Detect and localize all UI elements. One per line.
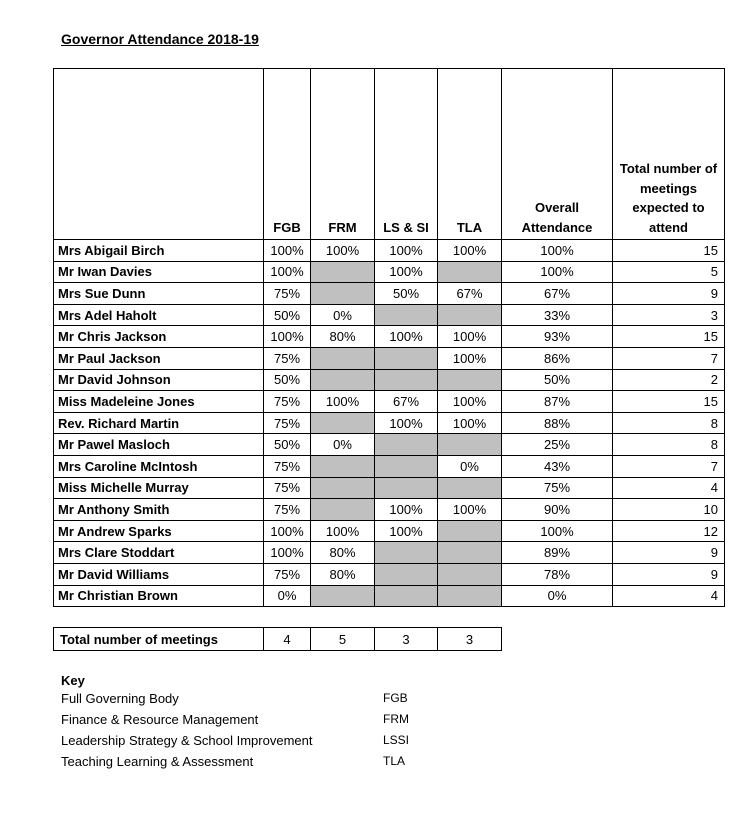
header-lssi: LS & SI	[375, 69, 438, 240]
governor-name: Mrs Sue Dunn	[54, 283, 264, 305]
tla-cell: 0%	[438, 455, 502, 477]
tla-cell	[438, 369, 502, 391]
tla-cell: 100%	[438, 347, 502, 369]
fgb-cell: 100%	[264, 520, 311, 542]
governor-name: Mr Anthony Smith	[54, 499, 264, 521]
tla-cell: 100%	[438, 240, 502, 262]
tla-cell	[438, 477, 502, 499]
page-title: Governor Attendance 2018-19	[61, 31, 259, 47]
totals-fgb: 4	[264, 628, 311, 651]
total-expected-cell: 7	[613, 347, 725, 369]
fgb-cell: 50%	[264, 369, 311, 391]
fgb-cell: 75%	[264, 412, 311, 434]
frm-cell: 80%	[311, 542, 375, 564]
lssi-cell	[375, 542, 438, 564]
table-row	[54, 477, 725, 499]
table-row	[54, 347, 725, 369]
total-expected-cell: 3	[613, 304, 725, 326]
governor-name: Mr David Johnson	[54, 369, 264, 391]
frm-cell: 80%	[311, 563, 375, 585]
table-row	[54, 542, 725, 564]
governor-name: Mr Chris Jackson	[54, 326, 264, 348]
total-expected-cell: 8	[613, 434, 725, 456]
lssi-cell: 100%	[375, 326, 438, 348]
lssi-cell	[375, 434, 438, 456]
header-frm: FRM	[311, 69, 375, 240]
totals-lssi: 3	[375, 628, 438, 651]
header-tla: TLA	[438, 69, 502, 240]
total-expected-cell: 4	[613, 585, 725, 607]
governor-name: Miss Michelle Murray	[54, 477, 264, 499]
key-label: Full Governing Body	[61, 691, 179, 706]
attendance-table	[53, 68, 725, 607]
overall-cell: 87%	[502, 391, 613, 413]
lssi-cell: 67%	[375, 391, 438, 413]
lssi-cell	[375, 585, 438, 607]
lssi-cell: 100%	[375, 240, 438, 262]
fgb-cell: 100%	[264, 542, 311, 564]
governor-name: Mrs Clare Stoddart	[54, 542, 264, 564]
table-row	[54, 499, 725, 521]
fgb-cell: 75%	[264, 477, 311, 499]
total-expected-cell: 15	[613, 326, 725, 348]
overall-cell: 90%	[502, 499, 613, 521]
totals-frm: 5	[311, 628, 375, 651]
overall-cell: 100%	[502, 261, 613, 283]
key-section	[61, 673, 461, 775]
header-total-expected: Total number of meetings expected to attend	[613, 69, 725, 240]
fgb-cell: 50%	[264, 304, 311, 326]
table-row	[54, 520, 725, 542]
lssi-cell: 100%	[375, 499, 438, 521]
tla-cell: 100%	[438, 499, 502, 521]
governor-name: Rev. Richard Martin	[54, 412, 264, 434]
header-fgb: FGB	[264, 69, 311, 240]
frm-cell	[311, 261, 375, 283]
tla-cell	[438, 304, 502, 326]
lssi-cell	[375, 304, 438, 326]
header-overall: Overall Attendance	[502, 69, 613, 240]
total-expected-cell: 15	[613, 391, 725, 413]
total-expected-cell: 9	[613, 563, 725, 585]
table-row	[54, 240, 725, 262]
header-name	[54, 69, 264, 240]
frm-cell: 100%	[311, 391, 375, 413]
overall-cell: 25%	[502, 434, 613, 456]
total-expected-cell: 2	[613, 369, 725, 391]
fgb-cell: 75%	[264, 391, 311, 413]
overall-cell: 33%	[502, 304, 613, 326]
governor-name: Mr Paul Jackson	[54, 347, 264, 369]
key-label: Leadership Strategy & School Improvement	[61, 733, 313, 748]
tla-cell	[438, 520, 502, 542]
key-item	[61, 733, 461, 754]
lssi-cell: 100%	[375, 412, 438, 434]
fgb-cell: 0%	[264, 585, 311, 607]
tla-cell: 100%	[438, 412, 502, 434]
fgb-cell: 75%	[264, 283, 311, 305]
tla-cell	[438, 585, 502, 607]
governor-name: Mr Pawel Masloch	[54, 434, 264, 456]
total-expected-cell: 9	[613, 283, 725, 305]
governor-name: Mrs Adel Haholt	[54, 304, 264, 326]
key-abbr: TLA	[383, 754, 406, 768]
lssi-cell	[375, 477, 438, 499]
governor-name: Miss Madeleine Jones	[54, 391, 264, 413]
total-expected-cell: 10	[613, 499, 725, 521]
overall-cell: 75%	[502, 477, 613, 499]
header-row	[54, 69, 725, 240]
overall-cell: 89%	[502, 542, 613, 564]
fgb-cell: 100%	[264, 261, 311, 283]
key-item	[61, 691, 461, 712]
overall-cell: 88%	[502, 412, 613, 434]
table-row	[54, 326, 725, 348]
fgb-cell: 75%	[264, 455, 311, 477]
total-expected-cell: 5	[613, 261, 725, 283]
key-title: Key	[61, 673, 85, 688]
frm-cell	[311, 585, 375, 607]
fgb-cell: 75%	[264, 499, 311, 521]
tla-cell: 100%	[438, 326, 502, 348]
fgb-cell: 50%	[264, 434, 311, 456]
lssi-cell	[375, 369, 438, 391]
total-expected-cell: 15	[613, 240, 725, 262]
overall-cell: 100%	[502, 240, 613, 262]
key-abbr: LSSI	[383, 733, 410, 747]
table-row	[54, 563, 725, 585]
table-row	[54, 585, 725, 607]
overall-cell: 78%	[502, 563, 613, 585]
governor-name: Mr Andrew Sparks	[54, 520, 264, 542]
tla-cell	[438, 542, 502, 564]
overall-cell: 43%	[502, 455, 613, 477]
table-row	[54, 412, 725, 434]
key-label: Finance & Resource Management	[61, 712, 259, 727]
key-abbr: FRM	[383, 712, 409, 726]
frm-cell: 100%	[311, 520, 375, 542]
table-row	[54, 261, 725, 283]
total-expected-cell: 9	[613, 542, 725, 564]
fgb-cell: 75%	[264, 563, 311, 585]
governor-name: Mr Christian Brown	[54, 585, 264, 607]
overall-cell: 0%	[502, 585, 613, 607]
table-row	[54, 369, 725, 391]
frm-cell: 0%	[311, 434, 375, 456]
governor-name: Mrs Caroline McIntosh	[54, 455, 264, 477]
table-row	[54, 434, 725, 456]
frm-cell	[311, 412, 375, 434]
frm-cell	[311, 369, 375, 391]
lssi-cell	[375, 563, 438, 585]
overall-cell: 67%	[502, 283, 613, 305]
frm-cell: 80%	[311, 326, 375, 348]
lssi-cell: 100%	[375, 261, 438, 283]
frm-cell	[311, 455, 375, 477]
table-row	[54, 304, 725, 326]
overall-cell: 93%	[502, 326, 613, 348]
totals-label: Total number of meetings	[54, 628, 264, 651]
frm-cell	[311, 283, 375, 305]
frm-cell: 100%	[311, 240, 375, 262]
total-expected-cell: 7	[613, 455, 725, 477]
overall-cell: 50%	[502, 369, 613, 391]
fgb-cell: 100%	[264, 240, 311, 262]
frm-cell	[311, 477, 375, 499]
totals-tla: 3	[438, 628, 502, 651]
fgb-cell: 75%	[264, 347, 311, 369]
tla-cell	[438, 261, 502, 283]
overall-cell: 100%	[502, 520, 613, 542]
tla-cell: 67%	[438, 283, 502, 305]
lssi-cell: 100%	[375, 520, 438, 542]
lssi-cell	[375, 455, 438, 477]
lssi-cell: 50%	[375, 283, 438, 305]
frm-cell	[311, 499, 375, 521]
table-row	[54, 283, 725, 305]
governor-name: Mr David Williams	[54, 563, 264, 585]
tla-cell	[438, 434, 502, 456]
key-item	[61, 754, 461, 775]
frm-cell	[311, 347, 375, 369]
total-expected-cell: 12	[613, 520, 725, 542]
frm-cell: 0%	[311, 304, 375, 326]
tla-cell: 100%	[438, 391, 502, 413]
fgb-cell: 100%	[264, 326, 311, 348]
key-item	[61, 712, 461, 733]
table-row	[54, 455, 725, 477]
key-abbr: FGB	[383, 691, 408, 705]
total-expected-cell: 8	[613, 412, 725, 434]
table-row	[54, 391, 725, 413]
key-label: Teaching Learning & Assessment	[61, 754, 254, 769]
totals-table	[53, 627, 502, 651]
lssi-cell	[375, 347, 438, 369]
totals-row	[54, 628, 502, 651]
total-expected-cell: 4	[613, 477, 725, 499]
governor-name: Mrs Abigail Birch	[54, 240, 264, 262]
overall-cell: 86%	[502, 347, 613, 369]
tla-cell	[438, 563, 502, 585]
governor-name: Mr Iwan Davies	[54, 261, 264, 283]
